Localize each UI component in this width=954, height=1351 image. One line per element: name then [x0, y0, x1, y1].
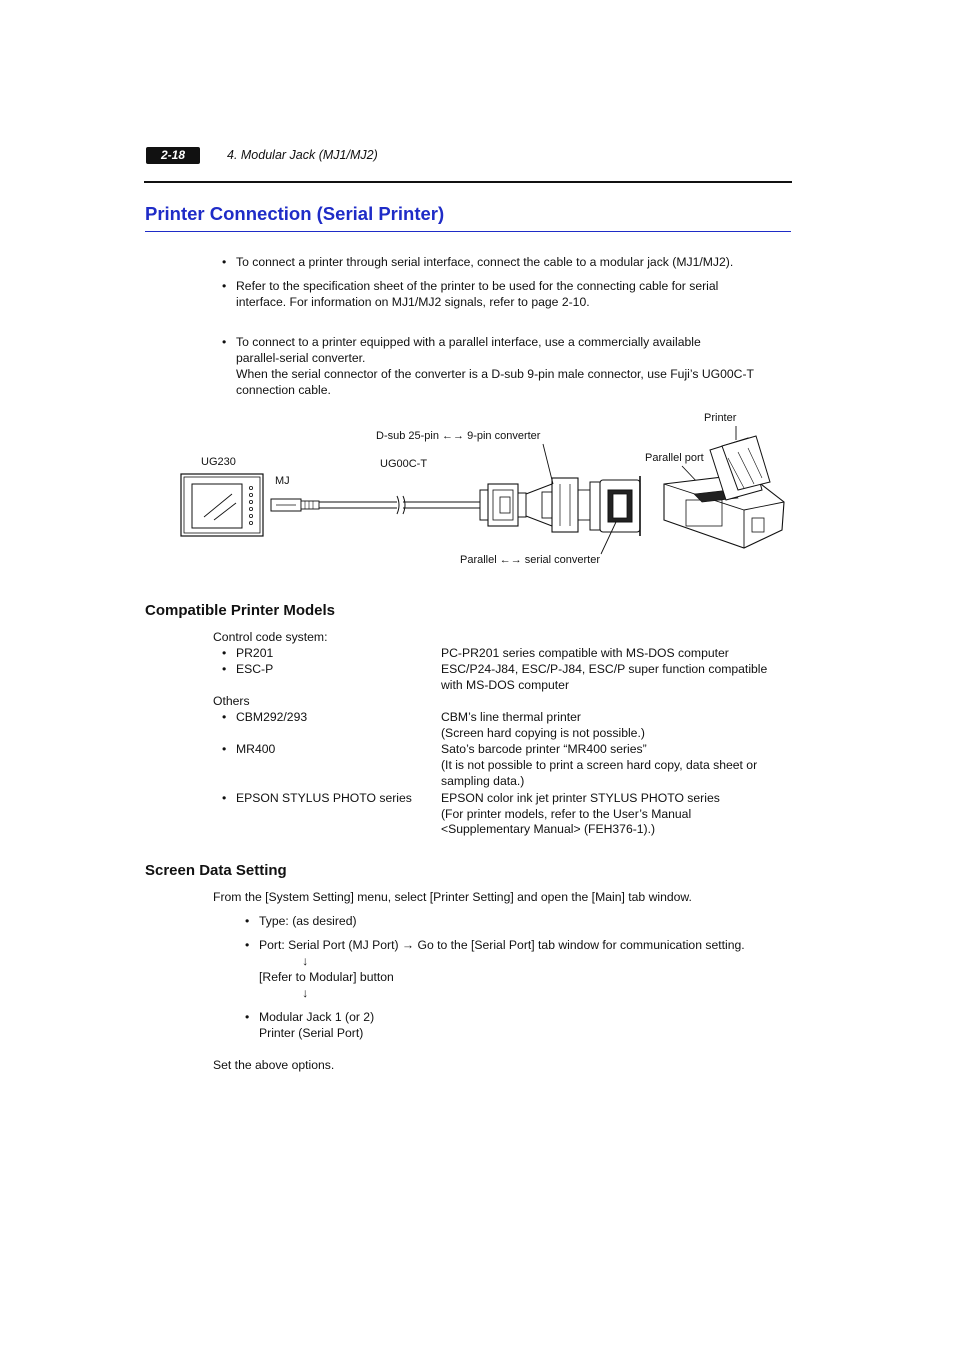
model-epson-desc-cont: (For printer models, refer to the User’s Manual	[441, 807, 692, 821]
ug230-unit	[181, 474, 263, 536]
bullet-spec-sheet-cont: interface. For information on MJ1/MJ2 signals, refer to page 2-10.	[236, 295, 590, 309]
heading-screen-data-setting: Screen Data Setting	[145, 862, 287, 879]
model-epson: • EPSON STYLUS PHOTO series	[236, 790, 412, 806]
setting-printer-serial: Printer (Serial Port)	[259, 1026, 364, 1040]
model-epson-desc: EPSON color ink jet printer STYLUS PHOTO series	[441, 791, 720, 805]
label-ug230: UG230	[201, 456, 236, 468]
label-dsub-converter: D-sub 25-pin ←→ 9-pin converter	[376, 430, 541, 442]
model-escp-desc: ESC/P24-J84, ESC/P-J84, ESC/P super function compatible	[441, 662, 768, 676]
setting-modular-jack: • Modular Jack 1 (or 2)	[259, 1009, 374, 1025]
model-epson-desc-cont2: <Supplementary Manual> (FEH376-1).)	[441, 822, 656, 836]
heading-compatible-models: Compatible Printer Models	[145, 602, 336, 619]
model-pr201: • PR201	[236, 645, 273, 661]
screen-intro: From the [System Setting] menu, select [Printer Setting] and open the [Main] tab window.	[213, 890, 692, 904]
control-code-label: Control code system:	[213, 630, 328, 644]
dsub25-converter	[526, 478, 590, 532]
model-escp: • ESC-P	[236, 661, 273, 677]
ug00ct-cable	[319, 496, 480, 514]
label-ug00ct: UG00C-T	[380, 458, 428, 470]
label-printer: Printer	[704, 412, 737, 424]
model-pr201-desc: PC-PR201 series compatible with MS-DOS computer	[441, 646, 729, 660]
down-arrow-icon: ↓	[302, 954, 309, 968]
others-label: Others	[213, 694, 250, 708]
bullet-parallel-cont: parallel-serial converter.	[236, 351, 366, 365]
parallel-serial-converter	[590, 476, 640, 536]
bullet-parallel-cont3: connection cable.	[236, 383, 331, 397]
screen-outro: Set the above options.	[213, 1058, 335, 1072]
setting-refer-button: [Refer to Modular] button	[259, 970, 394, 984]
bullet-parallel: • To connect to a printer equipped with a parallel interface, use a commercially available	[236, 334, 701, 350]
model-mr400: • MR400	[236, 741, 275, 757]
bullet-serial-interface: • To connect a printer through serial interface, connect the cable to a modular jack (MJ1/MJ2).	[236, 254, 733, 270]
down-arrow-icon-2: ↓	[302, 986, 309, 1000]
running-header: 4. Modular Jack (MJ1/MJ2)	[227, 148, 378, 162]
label-mj: MJ	[275, 475, 290, 487]
model-cbm-desc-cont: (Screen hard copying is not possible.)	[441, 726, 645, 740]
label-parallel-serial-converter: Parallel ←→ serial converter	[460, 554, 600, 566]
dsub9-connector	[480, 484, 526, 526]
model-mr400-desc: Sato’s barcode printer “MR400 series”	[441, 742, 647, 756]
title-rule	[145, 231, 791, 232]
connection-diagram	[0, 400, 954, 580]
bullet-spec-sheet: • Refer to the specification sheet of the printer to be used for the connecting cable for serial	[236, 278, 718, 294]
label-parallel-port: Parallel port	[645, 452, 704, 464]
mj-plug	[271, 499, 319, 511]
leader-dsub	[543, 444, 553, 484]
header-rule	[144, 181, 792, 183]
bullet-parallel-cont2: When the serial connector of the converter is a D-sub 9-pin male connector, use Fuji’s UG00C-T	[236, 367, 754, 381]
model-mr400-desc-cont2: sampling data.)	[441, 774, 525, 788]
model-escp-desc-cont: with MS-DOS computer	[441, 678, 569, 692]
model-cbm: • CBM292/293	[236, 709, 307, 725]
model-cbm-desc: CBM’s line thermal printer	[441, 710, 581, 724]
setting-type: • Type: (as desired)	[259, 913, 357, 929]
model-mr400-desc-cont: (It is not possible to print a screen hard copy, data sheet or	[441, 758, 758, 772]
page-title: Printer Connection (Serial Printer)	[145, 203, 445, 224]
page-number-badge: 2-18	[146, 147, 200, 164]
setting-port: • Port: Serial Port (MJ Port) → Go to the [Serial Port] tab window for communication setting.	[259, 937, 745, 953]
